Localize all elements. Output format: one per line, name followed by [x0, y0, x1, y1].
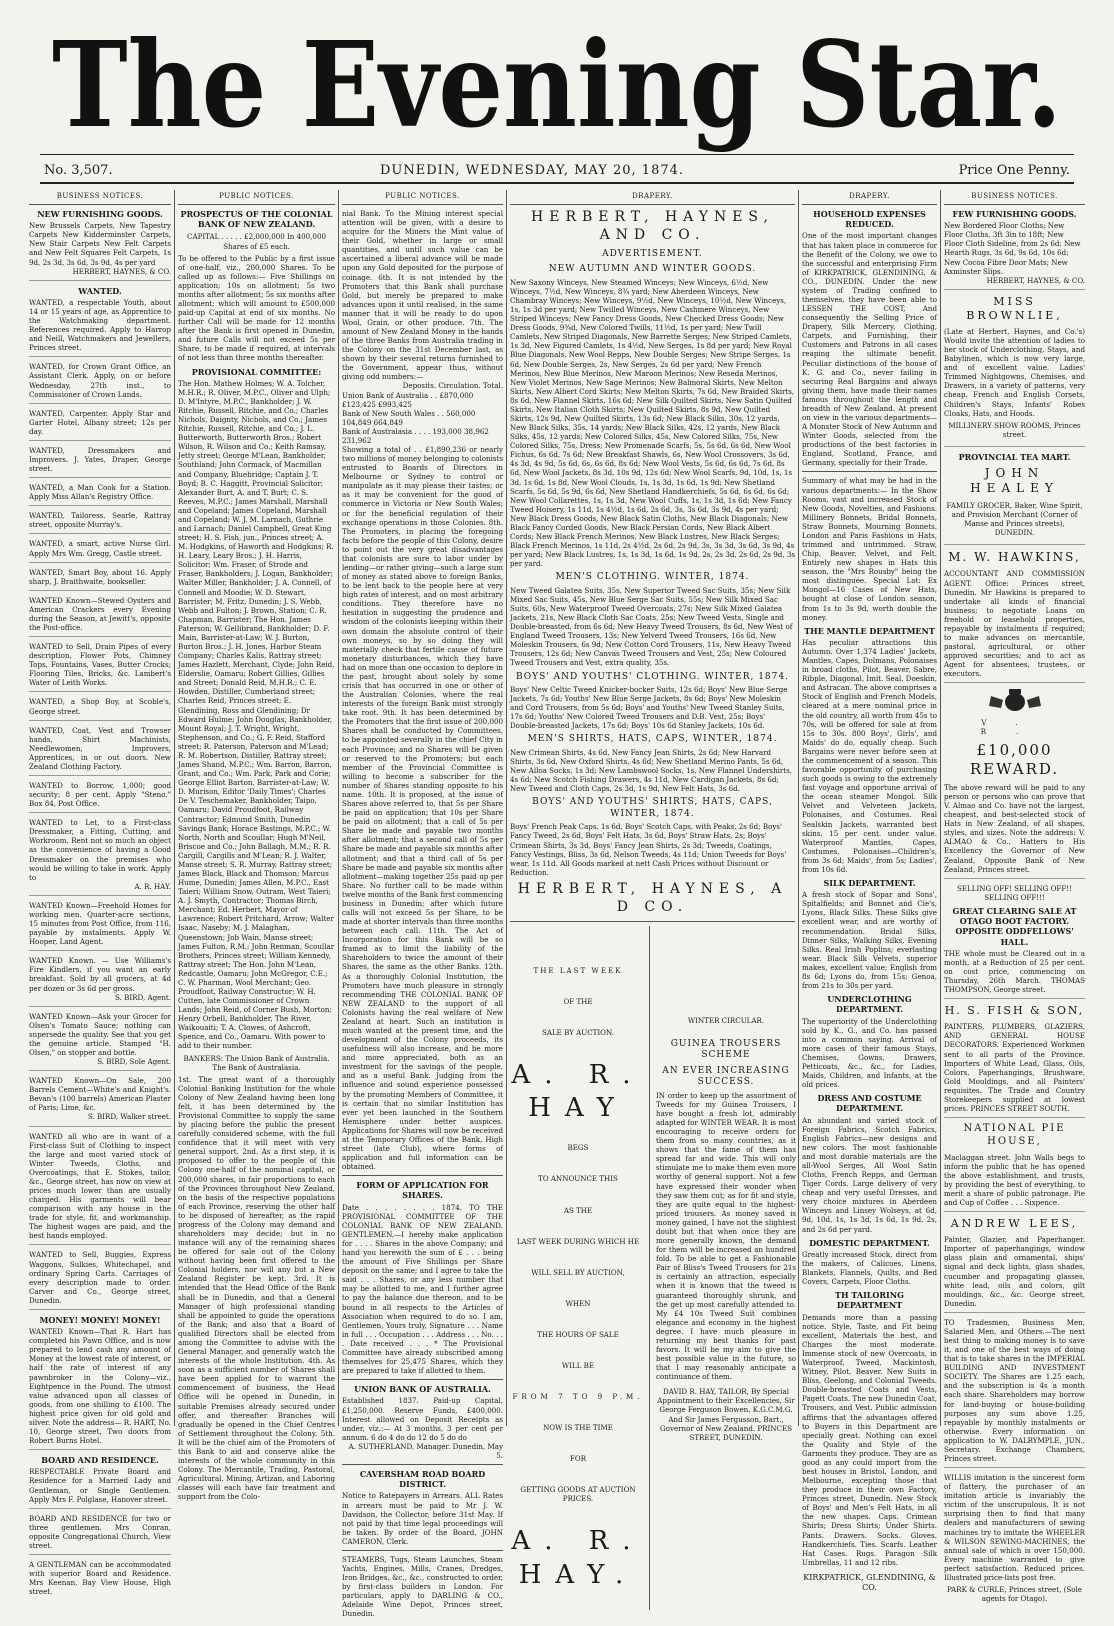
- when: WHEN: [565, 1298, 591, 1308]
- vr: V. R.: [980, 718, 1049, 737]
- ad-title: MONEY! MONEY! MONEY!: [39, 1314, 161, 1325]
- ad-body: WANTED, Carpenter. Apply Star and Garter Hotel, Albany street; 12s per day.: [29, 408, 171, 436]
- column-public-notices-1: [174, 190, 338, 1502]
- ad-body: A GENTLEMAN can be accommodated with superior Board and Residence. Mrs Keenan, Bay View House, High street.: [29, 1560, 171, 1597]
- caversham-title: CAVERSHAM ROAD BOARD DISTRICT.: [359, 1468, 486, 1490]
- ad-body: WANTED Known—Freehold Homes for working men. Quarter-acre sections, 15 minutes from Post Office, from 116, payable by instalments. Apply W. Hooper, Land Agent.: [29, 900, 171, 947]
- deposits-table-header: Deposits. Circulation. Total.: [402, 381, 503, 391]
- tailoring-body: Demands more than a passing notice. Style, Taste, and Fit being excellent, Materials the best, and Charges the most moderate. Immense stock of new Overcoats, in Waterproof, Tweed, Mackintosh, Witney, Pilot, Beaver. New Suits in Bliss, Geelong, and Colonial Tweeds. Double-breasted Coats and Vests, Pagett Coats. The new Dunedin Coat, Trousers, and Vest. Public admission affirms that the advantages offered to Buyers in this Department are specially great. Nothing can excel the Quality and Style of the Garments they produce. They are as good as any could import from the best houses in Bristol, London, and Melbourne, excepting those that they produce in their own Factory, Princes street, Dunedin. New Stock of Boys' and Men's Felt Hats, in all the new shapes. Caps. Crimean Shirts; Dress Shirts; Under Shirts. Pants. Drawers. Socks. Gloves. Handkerchiefs. Ties. Scarfs. Leather Hat Cases. Rugs. Paragon Silk Umbrellas, 11 and 12 ribs.: [802, 1312, 937, 1567]
- ad-body: BOARD AND RESIDENCE for two or three gentlemen. Mrs Conran, opposite Congregational Church, View street.: [29, 1513, 171, 1550]
- wheeler-body: WILLIS imitation is the sincerest form of flattery, the purchaser of an imitation article is invariably the victim of the unscrupulous. It is not surprising then to find that many dealers and manufacturers of sewing machines try to imitate the WHEELER & WILSON SEWING-MACHINES, the annual sale of which is over 150,000. Every machine warranted to give perfect satisfaction. Reduced prices. Illustrated price-lists post free.: [944, 1473, 1085, 1582]
- household-title: HOUSEHOLD EXPENSES REDUCED.: [813, 208, 926, 230]
- clearing-body: THE whole must be Cleared out in a month, at a Reduction of 25 per cent. on cost price, commencing on Thursday, 26th March. THOMAS THOMPSON, George street.: [944, 948, 1085, 995]
- hawkins-body: ACCOUNTANT AND COMMISSION AGENT. Office: Princes street, Dunedin. Mr Hawkins is prepared to undertake all kinds of financial business; to negotiate Loans on freehold or leasehold properties, repayable by instalments if required; to make advances on mercantile, pastoral, agricultural, or other approved securities; and to act as Agent for absentees, trustees, or executors.: [944, 569, 1085, 679]
- price: Price One Penny.: [958, 163, 1070, 178]
- classified-ad: [29, 1250, 171, 1309]
- to-announce: TO ANNOUNCE THIS: [538, 1174, 618, 1184]
- household-body: One of the most important changes that has taken place in commerce for the Benefit of the Colony, we owe to the successful and enterprising Firm of KIRKPATRICK, GLENDINING, & CO., DUNEDIN. Under the new system of Trading confined to themselves, they have been able to LESSEN THE COST, And consequently the Selling Price of Drapery, Silk Mercery, Clothing, Carpets, and Furnishing, their Customers and Patrons in all cases reaping the ultimate benefit. Peculiar distinctions of the house of K. G. and Co., never failing in securing Real Bargains and always giving them, have made their names famous throughout the length and breadth of New Zealand. At present on view in the various departments—A Monster Stock of New Autumn and Winter Goods, selected from the productions of the best factories in England, Scotland, France, and Germany, specially for their Trade.: [802, 231, 937, 468]
- classified-ad: [29, 1076, 171, 1126]
- form-body: Date . . . . . . . . 1874. TO THE PROVISIONAL COMMITTEE OF THE COLONIAL BANK OF NEW ZEALAND. GENTLEMEN,—I hereby make application for . . . . Shares in the above Company; and hand you herewith the sum of £ . . . being the amount of Five Shillings per Share deposit on the same; and I agree to take the said . . . Shares, or any less number that may be allotted to me, and I further agree to pay the balance due thereon, and to be bound in all respects to the Articles of Association when required to do so. I am, Gentlemen, Yours truly, Signature . . . Name in full . . . Occupation . . . Address . . . No. . . . Date received . . . * The Provisional Committee have already subscribed among themselves for 25,475 Shares, which they are prepared to take if allotted to them.: [342, 1202, 503, 1376]
- ar-hay-name: A. R. HAY: [511, 1059, 645, 1124]
- pie-body: Maclaggan street. John Walls begs to inform the public that he has opened the above establishment, and trusts, by providing the best of everything, to merit a share of public patronage. Pie and Cup of Coffee . . . Sixpence.: [944, 1152, 1085, 1208]
- pie-title: NATIONAL PIE HOUSE,: [963, 1123, 1066, 1147]
- ad-signature: A. R. HAY.: [134, 881, 171, 891]
- millinery: MILLINERY SHOW ROOMS, Princes street.: [948, 420, 1081, 439]
- last-week-during: LAST WEEK DURING WHICH HE: [516, 1236, 640, 1246]
- boys-list: Boys' New Celtic Tweed Knicker-bocker Suits, 12s 6d; Boys' New Blue Serge Jackets, 7s 6d; Youths' New Blue Serge Jackets, 8s 6d; Boys' New Moleskin and Cord Trousers, from 5s 6d; Boys' and Youths' New Tweed Stanley Suits, 17s 6d; Youths' New Colored Tweed Trousers and D.B. Vest, 25s; Boys' Double-breasted Jackets, 17s 6d; Boys' 10s 6d Stanley Jackets, 10s 6d.: [510, 685, 788, 731]
- classified-ad: [29, 901, 171, 951]
- clearing-title: GREAT CLEARING SALE AT OTAGO BOOT FACTORY. OPPOSITE ODDFELLOWS' HALL.: [952, 905, 1077, 947]
- last-week: THE LAST WEEK: [533, 965, 623, 975]
- ad-title: WANTED.: [78, 285, 122, 296]
- committee-list: The Hon. Mathew Holmes; W. A. Tolcher, M.H.R.; R. Oliver, M.P.C., Oliver and Ulph; D. M'Intyre, M.P.C., Bankholder; J. W. Ritchie, Russell, Ritchie, and Co.; Charles Nichols, Daignty, Nichols, and Co.; James Ritchie, Russell, Ritchie, and Co.; J. L. Butterworth, Butterworth Bros.; Robert Wilson, R. Wilson and Co.; Keith Ramsay, Jetty street; George M'Lean, Bankholder, Southland; John Cormack, of Macmillan and Company, Bluebridge; Captain J. T. Boyd; B. C. Haggitt, Provincial Solicitor; Alexander Burt, A. and T. Burt; C. S. Reeves, M.P.C.; James Marshall, Marshall and Copeland; James Copeland, Marshall and Copeland; W. J. M. Larnach, Guthrie and Larnach; Daniel Campbell, Great King street; H. S. Fish, jun., Princes street; A. M. Hodgkins, of Haworth and Hodgkins; R. H. Leary, Leary Bros.; J. H. Harris, Solicitor; Wm. Fraser, of Strode and Fraser, Bankholders; J. Logan, Bankholder; Walter Miller, Bankholder; J. A. Connell, of Connell and Moodie; W. D. Stewart, Barrister; M. Fritz, Dunedin; J. S. Webb, Webb and Fulton; J. Brown, Station; C. R. Chapman, Barrister; The Hon. James Paterson; W. Gellibrand, Bankholder; D. F. Main, Barrister-at-Law; W. J. Burton, Burton Bros.; J. H. Jones, Harbor Steam Company; Charles Kalis, Rattray street; James Hazlett, Merchant, Clyde; John Reid, Elderslie, Oamaru; Robert Gillies, Gillies and Street; Donald Reid, M.H.R.; C. E. Howden, Distiller, Cumberland street; Charles Reid, Princes street; E. Glendining, Ross and Glendining; Dr Edward Hulme; John Douglas, Bankholder, Mount Royal; J. T. Wright, Wright, Stephenson, and Co.; G. F. Reid, Stafford street; R. Paterson, Paterson and M'Lead; R. M. Robertson, Distiller, Rattray street; James Shand, M.P.C.; Wm. Barron, Barron, Grant, and Co.; Wm. Park, Park and Corie; George Elliot Barton, Barrister-at-Law; W. D. Murison, Editor 'Daily Times'; Charles De V. Teschemaker, Bankholder, Taipo, Oamaru; David Proudfoot, Railway Contractor; Edmund Smith, Dunedin Savings Bank; Horace Bastings, M.P.C.; W. North, North and Scoullar; Hugh M'Neil, Briscoe and Co.; John Ballagh, M.M.; R. R. Cargill, Cargills and M'Lean; R. J. Walter, Manse street; S. R. Murray, Rattray street; James Black, Black and Thomson; Marcus Hume, Dunedin; James Allen, M.P.C., East Taieri; William Snow, Outram, West Taieri; A. J. Smyth, Contractor; Thomas Birch, Merchant; Ed. Herbert, Mayor of Lawrence; Robert Pritchard, Arrow; Walter Isaac, Naseby; M. J. Malaghan, Queenstown; Job Wain, Manse street; James Fulton, R.M.; John Renman, Scoullar Brothers, Princes street; William Kennedy, Rattray street; The Hon. John M'Lean, Redcastle, Oamaru; John McGregor, C.E.; C. W. Pharman, Wool Merchant; Geo. Proudfoot, Railway Constructor; W. H. Cutten, late Commissioner of Crown Lands; John Reid, of Corner Bush, Morton; Henry Orbell, Bankholder, The River, Waikouaiti; T. A. Clowes, of Ashcroft, Spence, and Co., Oamaru. With power to add to their number.: [178, 378, 335, 1051]
- deposits-table: [342, 391, 503, 445]
- will-sell: WILL SELL BY AUCTION,: [531, 1267, 625, 1277]
- prospectus-body-2: 1st. The great want of a thoroughly Colonial Banking Institution for the whole Colony of New Zealand having been long felt, it has been determined by the Provisional Committee to supply the same by placing before the public the present carefully considered scheme, with the full confidence that it will meet with very general support. 2nd. As a first step, it is proposed to offer to the people of this Colony one-half of the nominal capital, or 200,000 shares, in fair proportions to each of the Provinces throughout New Zealand, on the basis of the respective populations of each Province, reserving the other half to be disposed of hereafter, as the rapid progress of the Colony may demand and shareholders may decide; but in no instance will any of the remaining shares be offered for sale out of the Colony without having been first offered to the Colonial holders, nor will any but a New Zealand Register be kept. 3rd. It is intended that the Head Office of the Bank shall be in Dunedin, and that a General Manager of high professional standing shall be appointed to guide the operations of the Bank; and also that a Board of qualified Directors shall be elected from among the Committee to advise with the General Manager, and generally watch the interests of the whole Institution. 4th. As soon as a sufficient number of Shares shall have been applied for to warrant the commencement of business, the Head Office will be opened in Dunedin, in suitable Premises already secured under offer, and thereafter Branches will gradually be opened in the Chief Centres of Settlement throughout the Colony. 5th. It will be the chief aim of the Promoters of this Bank to aid and conserve alike the interests of the whole community in this Colony. The Mercantile, Trading, Pastoral, Agricultural, Mining, Artizan, and Laboring classes will each have fair treatment and support from the Colo-: [178, 1074, 335, 1502]
- ad-body: WANTED Known—Ask your Grocer for Olsen's Tomato Sauce; nothing can supersede the quality. See that you get the genuine article. Stamped "H. Olsen," on stopper and bottle.: [29, 1011, 171, 1057]
- of-the: OF THE: [563, 996, 593, 1006]
- classified-ad: [29, 1012, 171, 1071]
- ad-body: WANTED, a Man Cook for a Station. Apply Miss Allan's Registry Office.: [29, 483, 171, 502]
- classified-ad: [29, 409, 171, 441]
- mantle-title: THE MANTLE DEPARTMENT: [804, 625, 935, 636]
- classified-ad: [29, 1455, 171, 1509]
- boys-title: BOYS' AND YOUTHS' CLOTHING. WINTER, 1874.: [516, 671, 789, 682]
- hours-of-sale: THE HOURS OF SALE: [537, 1329, 619, 1339]
- column-drapery-1: [506, 190, 798, 1590]
- deposits-row: Bank of Australasia . . . . 193,000 38,962 231,962: [342, 426, 489, 445]
- domestic-body: Greatly increased Stock, direct from the makers, of Calicoes, Linens, Blankets, Flannels, Quilts, and Bed Covers, Carpets, Floor Cloths.: [802, 1249, 937, 1287]
- clearing-ad: [944, 884, 1085, 999]
- classified-ad: [29, 446, 171, 478]
- sale-by-auction: SALE BY AUCTION.: [541, 1027, 615, 1037]
- hawkins-ad: [944, 550, 1085, 683]
- few-signature: HERBERT, HAYNES, & CO.: [986, 275, 1085, 285]
- reward-title: £10,000 REWARD.: [969, 740, 1060, 778]
- fish-body: PAINTERS, PLUMBERS, GLAZIERS, AND GENERAL HOUSE DECORATORS. Experienced Workmen sent to all parts of the Province. Importers of White Lead, Glass, Oils, Colors, Paperhangings, Brushware, Gold Mouldings, and all Painters' requisites. The Trade and Country Storekeepers supplied at lowest prices. PRINCES STREET SOUTH.: [944, 1022, 1085, 1113]
- brownlie-title: MISS BROWNLIE,: [966, 294, 1063, 322]
- ad-body: WANTED, a respectable Youth, about 14 or 15 years of age, as Apprentice to the Watchmaking department. References required. Apply to Harrop and Neill, Watchmakers and Jewellers, Princes street.: [29, 297, 171, 353]
- ad-body: WANTED Known—That R. Hart has completed his Pawn Office, and is now prepared to lend cash any amount of Money at the lowest rate of interest, or half the rate of interest of any pawnbroker in the Colony—viz., Eightpence in the Pound. The utmost value advanced upon all classes of goods, from one shilling to £100. The highest price given for old gold and silver. Note the address— R. HART, No. 10, George street, Two doors from Robert Burns Hotel.: [29, 1327, 171, 1446]
- committee-title: PROVISIONAL COMMITTEE:: [191, 366, 322, 377]
- silk-title: SILK DEPARTMENT.: [823, 877, 916, 888]
- tea-title: PROVINCIAL TEA MART.: [958, 451, 1071, 462]
- healey-body: FAMILY GROCER, Baker, Wine Spirit, and Provision Merchant (Corner of Manse and Princes streets), DUNEDIN.: [946, 500, 1083, 538]
- will-be: WILL BE: [561, 1360, 595, 1370]
- success-title: AN EVER INCREASING SUCCESS.: [662, 1065, 790, 1088]
- auction-ad: [510, 926, 650, 1610]
- mantle-body: Has peculiar attractions this Autumn. Over 1,374 Ladies' Jackets, Mantles, Capes, Dolmans, Polonaises in broad cloths, Pilot, Beaver, Sabre, Ribple, Diagonal, Imit. Seal, Doeskin, and Astracan. The above comprises a Stock of English and French Models, cleared at a mere nominal price in the old country, all worth from 45s to 70s, will be offered for sale at from 15s to 30s. 800 Boys', Girls', and Maids' do do, equally cheap. Such Bargains were never before seen at the commencement of a season. This favorable opportunity of purchasing such goods is owing to the extremely fast voyage and opportune arrival of the ocean steamer Mongol. Silk Velvet and Velveteen Jackets, Polonaises, and Costumes. Real Sealskin Jackets, warranted best skins, 15 per cent. under value. Waterproof Mantles, Capes, Costumes, Polonaises—Children's, from 3s 6d; Maids', from 5s; Ladies', from 10s 6d.: [802, 637, 937, 874]
- classified-ad: [29, 956, 171, 1006]
- tea-mart-ad: [944, 452, 1085, 545]
- lees-ad: [944, 1217, 1085, 1313]
- classified-ad: [29, 818, 171, 896]
- brownlie-body: (Late at Herbert, Haynes, and Co.'s) Would invite the attention of ladies to her stock of Underclothing, Stays, and Babylinen, which is now very large, and of excellent value. Ladies' Trimmed Nightgowns, Chemises, and Drawers, in a variety of patterns, very cheap. French and English Corsets, Children's Stays, Infants' Robes Cloaks, Hats, and Hoods.: [944, 326, 1085, 418]
- boys-hats-title: BOYS' AND YOUTHS' SHIRTS, HATS, CAPS, WINTER, 1874.: [532, 797, 773, 819]
- winter-circular-title: WINTER CIRCULAR.: [687, 1015, 765, 1025]
- begs: BEGS: [567, 1143, 589, 1153]
- column-header: BUSINESS NOTICES.: [29, 190, 171, 205]
- ad-signature: S. BIRD, Agent.: [115, 992, 171, 1002]
- advertisement-label: ADVERTISEMENT.: [602, 248, 703, 259]
- getting-goods: GETTING GOODS AT AUCTION PRICES.: [520, 1485, 636, 1504]
- ad-body: WANTED Known. — Use Williams's Fire Kindlers, if you want an early breakfast. Sold by all grocers, at 4d per dozen or 3s 6d per gross.: [29, 956, 171, 993]
- capital: CAPITAL . . . . . £2,000,000 In 400,000 Shares of £5 each.: [187, 232, 326, 251]
- ad-body: RESPECTABLE Private Board and Residence for a Married Lady and Gentleman, or Single Gentlemen. Apply Mrs F. Polglase, Hanover street.: [29, 1467, 171, 1504]
- firm-name-2: HERBERT, HAYNES, A D CO.: [517, 880, 788, 915]
- few-title: FEW FURNISHING GOODS.: [952, 208, 1077, 219]
- prospectus-title: PROSPECTUS OF THE COLONIAL BANK OF NEW ZEALAND.: [180, 208, 333, 230]
- auction-and-circular: [510, 926, 795, 1626]
- underclothing-body: The superiority of the Underclothing sold by K., G., and Co. has passed into a common saying. Arrival of more cases of their famous Stays, Chemises, Gowns, Drawers, Petticoats, &c., &c., for Ladies, Maids, Children, and Infants, at the old prices.: [802, 1016, 937, 1090]
- classified-ad: [29, 596, 171, 637]
- for: FOR: [569, 1454, 587, 1464]
- ad-signature: S. BIRD, Sole Agent.: [97, 1057, 171, 1067]
- classified-ad: [29, 1315, 171, 1450]
- ad-body: WANTED, Dressmakers and Improvers. J. Yates, Draper, George street.: [29, 445, 171, 474]
- reward-ad: [944, 688, 1085, 878]
- masthead-title: The Evening Star.: [52, 15, 1062, 154]
- column-header: PUBLIC NOTICES.: [342, 190, 503, 205]
- classified-ad: [29, 1132, 171, 1246]
- classified-ad: [29, 642, 171, 692]
- as-the: AS THE: [563, 1205, 593, 1215]
- ad-signature: S. BIRD, Walker street.: [87, 1112, 171, 1122]
- classified-ad: [29, 362, 171, 403]
- column-business-notices: [26, 190, 174, 1597]
- prospectus-continued: nial Bank. To the Mining interest special attention will be given, with a desire to acquire for the Miners the Mint value of their Gold, whether in large or small quantities, and until such value can be ascertained a liberal advance will be made upon any Gold deposited for the purpose of coinage. 6th. It is not intended by the Promoters that this Bank shall purchase Gold, but merely be prepared to make advances upon it until realised, in the same manner that it will be ready to do upon Wool, Grain, or other produce. 7th. The amount of New Zealand Money in the hands of the three Banks from Australia trading in the Colony on the 31st December last, as shown by their several returns furnished to the Government, appear thus, without giving odd numbers:—: [342, 208, 503, 382]
- shirts-title: MEN'S SHIRTS, HATS, CAPS, WINTER, 1874.: [527, 734, 778, 745]
- ad-body: WANTED to Let, to a First-class Dressmaker, a Fitting, Cutting, and Workroom. Rent not so much an object as the convenience of having a Good Dressmaker on the premises who would be willing to take in work. Apply to: [29, 818, 171, 882]
- union-bank-signature: A. SUTHERLAND, Manager. Dunedin, May 5.: [348, 1441, 503, 1460]
- dress-title: DRESS AND COSTUME DEPARTMENT.: [817, 1093, 922, 1114]
- hawkins-title: M. W. HAWKINS,: [948, 550, 1081, 565]
- guinea-title: GUINEA TROUSERS SCHEME: [670, 1038, 782, 1061]
- building-society-ad: [944, 1318, 1085, 1468]
- silk-body: A fresh stock of Sopar and Sons', Spitalfields; and Bonnet and Cie's, Lyons, Black Silks. These Silks give excellent wear, and are worthy of recommendation. Bridal Silks, Dinner Silks, Walking Silks, Evening Silks. Real Irish Poplins; everlasting wear. Black Silk Velvets, superior makes, excellent value; English from 8s 6d; Lyons do, from 15s; Genoa, from 21s to 30s per yard.: [802, 890, 937, 990]
- ads-list: [29, 209, 171, 1600]
- lees-title: ANDREW LEES,: [950, 1217, 1079, 1231]
- column-public-notices-2: [338, 190, 506, 1619]
- dateline-bar: [40, 154, 1074, 184]
- mens-list: New Tweed Galatea Suits, 35s, New Superior Tweed Sac Suits, 35s; New Silk Mixed Sac Suits, 45s, New Blue Serge Sac Suits, 55s; New Silk Mixed Sac Suits, 60s, New Waterproof Tweed Overcoats, 27s; New Silk Mixed Galatea Jackets, 21s, New Black Cloth Sac Coats, 25s; New Tweed Vests, Single and Double-breasted, from 6s 6d; New Heavy Tweed Trousers, 8s 6d, New West of England Tweed Trousers, 13s; New Yelverd Tweed Trousers, 16s 6d, New Moleskin Trousers, 6s 9d; New Cotton Cord Trousers, 11s, New Heavy Tweed Trousers, 12s 6d; New Canvas Tweed Trousers and Vest, 25s; New Coloured Tweed Trousers and Vest, extra quality, 35s.: [510, 585, 793, 668]
- domestic-title: DOMESTIC DEPARTMENT.: [809, 1237, 930, 1248]
- lees-body: Painter, Glazier, and Paperhanger. Importer of paperhangings, window glass plain and ornamental, ships' signal and deck lights, glass shades, cucumber and propagating glasses, white lead, oils and colors, gilt mouldings, &c., &c. George street, Dunedin.: [944, 1235, 1085, 1308]
- underclothing-title: UNDERCLOTHING DEPARTMENT.: [827, 994, 912, 1015]
- classified-ad: [29, 511, 171, 534]
- ad-body: WANTED, Smart Boy, about 16. Apply sharp, J. Braithwaite, bookseller.: [29, 567, 171, 586]
- classified-ad: [29, 781, 171, 813]
- classified-ad: [29, 568, 171, 591]
- column-header: BUSINESS NOTICES.: [944, 190, 1085, 205]
- column-header: PUBLIC NOTICES.: [178, 190, 335, 205]
- ad-body: WANTED to Sell, Buggies, Express Waggons, Sulkies, Whitechapel, and ordinary Spring Carts. Carriages of every description made to order. Carver and Co., George street, Dunedin.: [29, 1250, 171, 1305]
- ad-body: WANTED to Borrow, 1,000; good security; 8 per cent. Apply "Steno," Box 84, Post Office.: [29, 781, 171, 809]
- ad-body: WANTED to Sell, Drain Pipes of every description, Flower Pots, Chimney Tops, Fountains, Vases, Butter Crocks; Flooring Tiles, Bricks, &c. Lambert's Water of Leith Works.: [29, 642, 171, 688]
- sale-time: FROM 7 TO 9 P.M.: [512, 1392, 644, 1402]
- summary: Summary of what may be had in the various departments:— In the Show Rooms, vast and increased Stock of New Goods, Novelties, and Fashions. Millinery Bonnets, Bridal Bonnets, Straw Bonnets, Mourning Bonnets. London and Paris Fashions in Hats, trimmed and untrimmed. Straw, Chip, Beaver, Velvet, and Felt. Entirely new shapes in Hats this season, the "Mrs Rousby" being the most distinguée. Special Lot: Ex Mongol—16 Cases of New Hats, bought at close of London season, from 1s to 3s 9d, worth double the money.: [802, 476, 937, 622]
- deposits-row: Bank of New South Wales . . 560,000 104,849 664,849: [342, 408, 476, 427]
- brownlie-ad: [944, 295, 1085, 447]
- guinea-body: IN order to keep up the assortment of Tweeds for my Guinea Trousers, I have bought a fresh lot, admirably adapted for WINTER WEAR. It is most encouraging to receive orders for them from so many countries, as it shows that the fame of them has spread far and wide. This will only stimulate me to make them even more worthy of general support. Not a few have expressed their wonder when they saw them cut; as for fit and style, they are quite equal to the highest-priced trousers. As money saved is money gained, I have not the slightest doubt but that when once they are more generally known, the demand for them will be increased an hundred fold. To be able to get a Fashionable Pair of Bliss's Tweed Trousers for 21s is certainly an attraction, especially when it is known that the tweed is guaranteed thoroughly shrunk, and the get up most carefully attended to. My £4 10s Tweed Suit combines elegance and economy in the highest degree. I have much pleasure in returning my best thanks for past favors. It will be my aim to give the best possible value in the future, so that I may reasonably anticipate a continuance of them.: [656, 1090, 796, 1382]
- ad-body: New Brussels Carpets, New Tapestry Carpets New Kidderminster Carpets, New Stair Carpets New Felt Carpets and New Felt Squares Felt Carpets, 1s 9d, 2s 3d, 3s 6d, 3s 9d, 4s per yard: [29, 221, 171, 267]
- ar-hay-name-2: A. R. HAY.: [511, 1526, 645, 1590]
- ad-title: NEW FURNISHING GOODS.: [37, 208, 163, 219]
- steamers-ad: STEAMERS, Tugs, Steam Launches, Steam Yachts, Engines, Mills, Cranes, Dredges, Iron Bridges, &c., &c., constructed to order, by first-class builders in London. For particulars, apply to DARLING & CO., Adelaide Wine Depot, Princes street, Dunedin.: [342, 1554, 503, 1619]
- classified-ad: [29, 483, 171, 506]
- caversham-body: Notice to Ratepayers in Arrears. ALL Rates in arrears must be paid to Mr J. W. Davidson, the Collector, before 31st May. If not paid by that time legal proceedings will be taken. By order of the Board, JOHN CAMERON, Clerk.: [342, 1491, 503, 1546]
- selling-off: SELLING OFF! SELLING OFF!! SELLING OFF!!!: [957, 883, 1072, 902]
- column-drapery-2: [798, 190, 940, 1593]
- boys-hats-list: Boys' French Peak Caps, 1s 6d, Boys' Scotch Caps, with Peaks, 2s 6d; Boys' Fancy Tweed, 2s 6d, Boys' Felt Hats, 3s 6d, Boys' Straw Hats, 2s; Boys' Crimean Shirts, 3s 3d, Boys' Fancy Jean Shirts, 2s 3d; Tweeds, Coatings, Fancy Vestings, Bliss, 3s 6d, Nelson Tweeds, 4s 11d; Union Tweeds for Boys' wear, 1s 11d. All Goods marked at nett Cash Prices without Discount or Reduction.: [510, 822, 787, 877]
- fish-title: H. S. FISH & SON,: [944, 1004, 1085, 1018]
- deposits-row: Union Bank of Australia . . £870,000 £123,425 £993,425: [342, 390, 474, 409]
- masthead: [40, 8, 1074, 154]
- ad-body: WANTED, for Crown Grant Office, an Assistant Clerk. Apply, on or before Wednesday, 27th inst., to Commissioner of Crown Lands.: [29, 362, 171, 399]
- ad-title: BOARD AND RESIDENCE.: [41, 1455, 159, 1466]
- ad-body: WANTED Known—Stewed Oysters and American Crackers every Evening during the Season, at Jewitt's, opposite the Post-office.: [29, 595, 171, 632]
- tailoring-title: TH TAILORING DEPARTMENT: [835, 1290, 904, 1311]
- firm-name: HERBERT, HAYNES, AND CO.: [531, 208, 774, 243]
- dateline: DUNEDIN, WEDNESDAY, MAY 20, 1874.: [380, 163, 685, 178]
- park-curle: PARK & CURLE, Princes street, (Sole agents for Otago).: [947, 1585, 1082, 1604]
- trades-body: TO Tradesmen, Business Men, Salaried Men, and Others.—The next best thing to making money is to save it, and one of the best ways of doing that is to take shares in the IMPERIAL BUILDING AND INVESTMENT SOCIETY. The Shares are 1.25 each, and the subscription is 4s a month each share. Shareholders may borrow for land-buying or house-building purposes any sum above 1.25, repayable by monthly instalments or otherwise. Every information on application to W. DALRYMPLE, JUN., Secretary. Exchange Chambers, Princes street.: [944, 1317, 1085, 1463]
- classified-ad: [29, 726, 171, 776]
- column-header: DRAPERY.: [510, 190, 795, 205]
- fish-ad: [944, 1004, 1085, 1118]
- prospectus-body-3: Showing a total of . . £1,890,236 or nearly two millions of money belonging to colonists entrusted to Boards of Directors in Melbourne or Sydney to control or manipulate as it may please their tastes; or as it may be convenient for the good of commerce in Victoria or New South Wales; or for the beneficial regulation of their exchange operations in those Colonies. 8th. The Promoters, in placing the foregoing facts before the people of this Colony, desire to point out the very great disadvantages that colonists are sure to labor under by lending—or rather giving—such a large sum of money as stated above to foreign Banks, to be lent back to the people here at very high rates of interest, and on most arbitrary conditions. They therefore have no hesitation in suggesting the prudence and wisdom of the colonists keeping within their own domain the absolute control of their own moneys, so by so doing they will materially check that fertile cause of future monetary disturbances, which they have had on more than one occasion to deplore in the past, brought about solely by some crisis that has occurred in one or other of the Australian Colonies, where the real interests of the foreign Bank must strongly take root. 9th. It has been determined by the Promoters that the first issue of 200,000 Shares shall be conducted by Committees, to be appointed severally in the chief City in each Province; and no Shares will be given or reserved to the Promoters; but each member of the Provincial Committee is willing to become a subscriber for the number of Shares standing opposite to his name. 10th. It is proposed, at the issue of Shares above referred to, that 5s per Share be paid on application; that 10s per Share be paid on allotment; that a call of 5s per Share be made and payable two months after allotment; that a second call of 5s per Share be made and payable six months after allotment; and that a third call of 5s per Share be made and payable six months after allotment—making together 25s paid up per Share. No further call to be made within twelve months of the Bank first commencing business in Dunedin; after which future calls will not exceed 5s per Share, to be made at shorter intervals than three months between each call. 11th. The Act of Incorporation for this Bank will be so framed as to limit the liability of the Shareholders to twice the amount of their Shares, the same as the other Banks. 12th. As a thoroughly Colonial Institution, the Promoters have much pleasure in strongly recommending THE COLONIAL BANK OF NEW ZEALAND to the support of all Colonists having the real welfare of New Zealand at heart. Such an institution is much wanted at the present time, and the development of the Colony proceeds, its usefulness will also increase, and be more and more appreciated, both as an investment for the savings of the people, and as a useful Bank. Judging from the influence and sound experience possessed by the promoting Members of Committee, it is certain that no similar Institution has ever yet been launched in the Southern Hemisphere under better auspices. Applications for Shares will now be received at the Temporary Offices of the Bank, High street (late Club), where forms of application and full information can be obtained.: [342, 444, 504, 1172]
- winter-circular-ad: [656, 926, 796, 1445]
- season-title: NEW AUTUMN AND WINTER GOODS.: [548, 264, 757, 275]
- bankers: BANKERS: The Union Bank of Australia. The Bank of Australasia.: [183, 1053, 330, 1072]
- union-bank-body: Established 1837. Paid-up Capital, £1,250,000. Reserve Funds, £400,000. Interest allowed on Deposit Receipts as under, viz.:— At 3 months, 3 per cent per annum. 6 do 4 do do 12 do 5 do do: [342, 1396, 503, 1442]
- classified-ad: [29, 209, 171, 281]
- dress-body: An abundant and varied stock of Foreign Fabrics, Scotch Fabrics, English Fabrics—new designs and new colors. The most fashionable and most durable materials are the all-Wool Serges, All Wool Satin Cloths, French Repps, and German Tiger Cords. Large delivery of very cheap and very useful Dresses, and very choice mixtures in Aberdeen Winceys and Linsey Wolseys, at 6d, 9d, 10d, 1s, 1s 3d, 1s 6d, 1s 9d, 2s, and 2s 6d per yard.: [802, 1115, 937, 1234]
- healey-title: JOHN HEALEY: [970, 466, 1059, 496]
- mens-title: MEN'S CLOTHING. WINTER, 1874.: [555, 572, 750, 583]
- classified-ad: [29, 1514, 171, 1555]
- issue-number: No. 3,507.: [44, 163, 113, 178]
- columns: [26, 190, 1088, 1619]
- column-business-notices-2: [940, 190, 1088, 1604]
- reward-body: The above reward will be paid to any person or persons who can prove that V. Almao and Co. have not the largest, cheapest, and best-selected stock of Hats in New Zealand, of all shapes, styles, and sizes. Note the address: V. ALMAO & Co., Hatters to His Excellency the Governor of New Zealand, Opposite Bank of New Zealand, Princes street.: [944, 782, 1085, 874]
- ad-signature: HERBERT, HAYNES, & CO.: [72, 266, 171, 276]
- form-title: FORM OF APPLICATION FOR SHARES.: [356, 1180, 489, 1201]
- ad-body: WANTED, a Shop Boy, at Scoble's, George street.: [29, 697, 171, 716]
- column-header: DRAPERY.: [802, 190, 937, 205]
- prospectus-body-1: To be offered to the Public by a first issue of one-half, viz., 200,000 Shares. To be called up as follows:— Five Shillings on application; 10s on allotment; 5s two months after allotment; 5s six months after allotment; which will amount to £500,000 paid-up Capital at end of six months. No further Call will be made for 12 months after the Bank is first opened in Dunedin, and future Calls will not exceed 5s per Share, to be made if required, at intervals of not less than three months thereafter.: [178, 253, 335, 363]
- union-bank-title: UNION BANK OF AUSTRALIA.: [354, 1384, 491, 1395]
- royal-crest-icon: [985, 688, 1045, 714]
- wheeler-ad: [944, 1473, 1085, 1610]
- ad-body: WANTED, Coat, Vest and Trowser hands, Shirt Machinists, Needlewomen, Improvers, Apprentices, in or out doors. New Zealand Clothing Factory.: [29, 725, 171, 771]
- few-furnishing-ad: [944, 209, 1085, 290]
- hay-signature: DAVID R. HAY, TAILOR, By Special Appointment to their Excellencies, Sir George Ferguson Bowen, K.G.C.M.G. And Sir James Fergusson, Bart., Governor of New Zealand. PRINCES STREET, DUNEDIN.: [657, 1387, 795, 1442]
- ad-body: WANTED all who are in want of a First-class Suit of Clothing to inspect the large and most varied stock of Winter Tweeds, Cloths, and Overcoatings, that E. Stokes, tailor, &c., George street, has now on view at prices much lower than are usually charged. His garments will bear comparison with any house in the trade for style, fit, and workmanship. The highest wages are paid, and the best hands employed.: [29, 1131, 171, 1241]
- classified-ad: [29, 697, 171, 720]
- classified-ad: [29, 286, 171, 358]
- classified-ad: [29, 539, 171, 562]
- ad-body: WANTED, a smart, active Nurse Girl. Apply Mrs Wm. Gregg, Castle street.: [29, 539, 171, 558]
- kg-signature: KIRKPATRICK, GLENDINING, & CO.: [803, 1572, 936, 1593]
- now-is-the-time: NOW IS THE TIME: [543, 1423, 613, 1433]
- classified-ad: [29, 1560, 171, 1600]
- shirts-list: New Crimean Shirts, 4s 6d, New Fancy Jean Shirts, 2s 6d; New Harvard Shirts, 3s 6d, New Oxford Shirts, 4s 6d; New Shetland Merino Pants, 5s 6d, New Alloa Socks, 1s 3d; New Lambswool Socks, 1s, New Flannel Undershirts, 4s 6d; New Scotch Fishing Drawers, 4s 11d, New Cardigan Jackets, 8s 6d; New Tweed and Cloth Caps, 2s 3d, 1s 9d, New Felt Hats, 3s 6d.: [510, 747, 793, 794]
- ad-body: WANTED, Tailoress. Searle, Rattray street, opposite Murray's.: [29, 511, 171, 530]
- pie-house-ad: [944, 1123, 1085, 1212]
- few-body: New Bordered Floor Cloths; New Floor Cloths, 3ft 3in to 18ft; New Floor Cloth Sideline, from 2s 6d; New Hearth Rugs, 3s 6d, 9s 6d, 10s 6d; New Cocoa Fibre Door Mats; New Axminster Slips.: [944, 221, 1081, 276]
- goods-list: New Saxony Winceys, New Steamed Winceys; New Winceys, 6½d, New Winceys, 7½d, New Winceys, 8¾ yard; New Aberdeen Winceys, New Chambray Winceys; New Winceys, 9½d, New Winceys, 10½d, New Winceys, 1s, 1s 3d per yard; New Twilled Winceys, New Cashmere Winceys, New Striped Winceys; New Fancy Dress Goods, New Checked Dress Goods; New Dress Goods, 9¾d, New Colored Twills, 11½d, 1s per yard; New Twill Camlets, New Striped Diagonals, New Barrette Serges; New Striped Camlets, 1s 3d, New Figured Camlets, 1s 4½d, New Serges, 1s 8d per yard; New Royal Blue Diagonals, New Wool Repps, New Double Serges; New Stripe Serges, 1s 6d, New Double Serges, 2s, New Serges, 2s 6d per yard; New French Merinos, New Blue Merinos, New Maroon Merinos; New Reseda Merinos, New Violet Merinos, New Sage Merinos; New Balmoral Skirts, New Melton Skirts, New Albert Cord Skirts; New Melton Skirts, 7s 6d, New Braided Skirts, 8s 6d, New Flannel Skirts, 16s 6d; New Silk Quilted Skirts, New Satin Quilted Skirts, New Italian Cloth Skirts; New Quilted Skirts, 8s 9d, New Quilted Skirts, 12s 9d, New Quilted Skirts, 13s 6d; New Black Silks, 30s, 12 yards, New Black Silks, 35s, 14 yards; New Black Silks, 42s, 12 yards, New Black Silks, 45s, 12 yards; New Colored Silks, 45s, New Colored Silks, 75s, New Colored Silks, 75s, Dress; New Promenade Scarfs, 5s, 5s 6d, 6s 6d, New Wool Fichus, 6s 6d, 7s 6d; New Breakfast Shawls, 6s, New Wool Crossovers, 3s 6d, 4s 3d, 4s 9d, 5s 6d, 6s, 6s 6d, 8s 6d; New Wool Vests, 5s 6d, 6s 6d, 7s 6d, 8s 6d, New Wool Jackets, 8s 3d, 10s 9d, 12s 6d; New Wool Scarfs, 9d, 10d, 1s, 1s 3d, 1s 6d, 1s 8d, New Wool Clouds, 1s, 1s 3d, 1s 6d, 1s 9d; New Shetland Scarfs, 5s 6d, 5s 9d, 6s 6d, New Shetland Handkerchiefs, 5s 6d, 6s 6d, 6s 6d; New Wool Collarettes, 1s, 1s 3d, New Wool Cuffs, 1s, 1s 3d, 1s 6d; New Fancy Tweed Hoisery, 1s 11d, 1s 4½d, 1s 6d, 2s 6d, 3s, 3s 6d, 3s 9d, 4s per yard; New Black Dress Goods, New Black Satin Cloths, New Black Diagonals; New Black Fancy Corded Goods, New Black Persian Cords, New Black Albert Cords; New Black French Merinos, New Black Lustres, New Black Serges; Black French Merinos, 1s 11d, 2s 4½d, 2s 6d, 2s 9d, 3s, 3s 3d, 3s 6d, 3s 9d, 4s per yard; New Black Lustres, 1s, 1s 3d, 1s 6d, 1s 9d, 2s, 2s 3d, 2s 6d, 2s 9d, 3s per yard.: [510, 277, 795, 569]
- ad-body: WANTED Known—On Sale, 200 Barrels Cement—White's and Knight's. Bevan's (100 barrels) American Plaster of Paris; Lime, &c.: [29, 1076, 171, 1113]
- masthead-title-graphic: [40, 8, 1074, 154]
